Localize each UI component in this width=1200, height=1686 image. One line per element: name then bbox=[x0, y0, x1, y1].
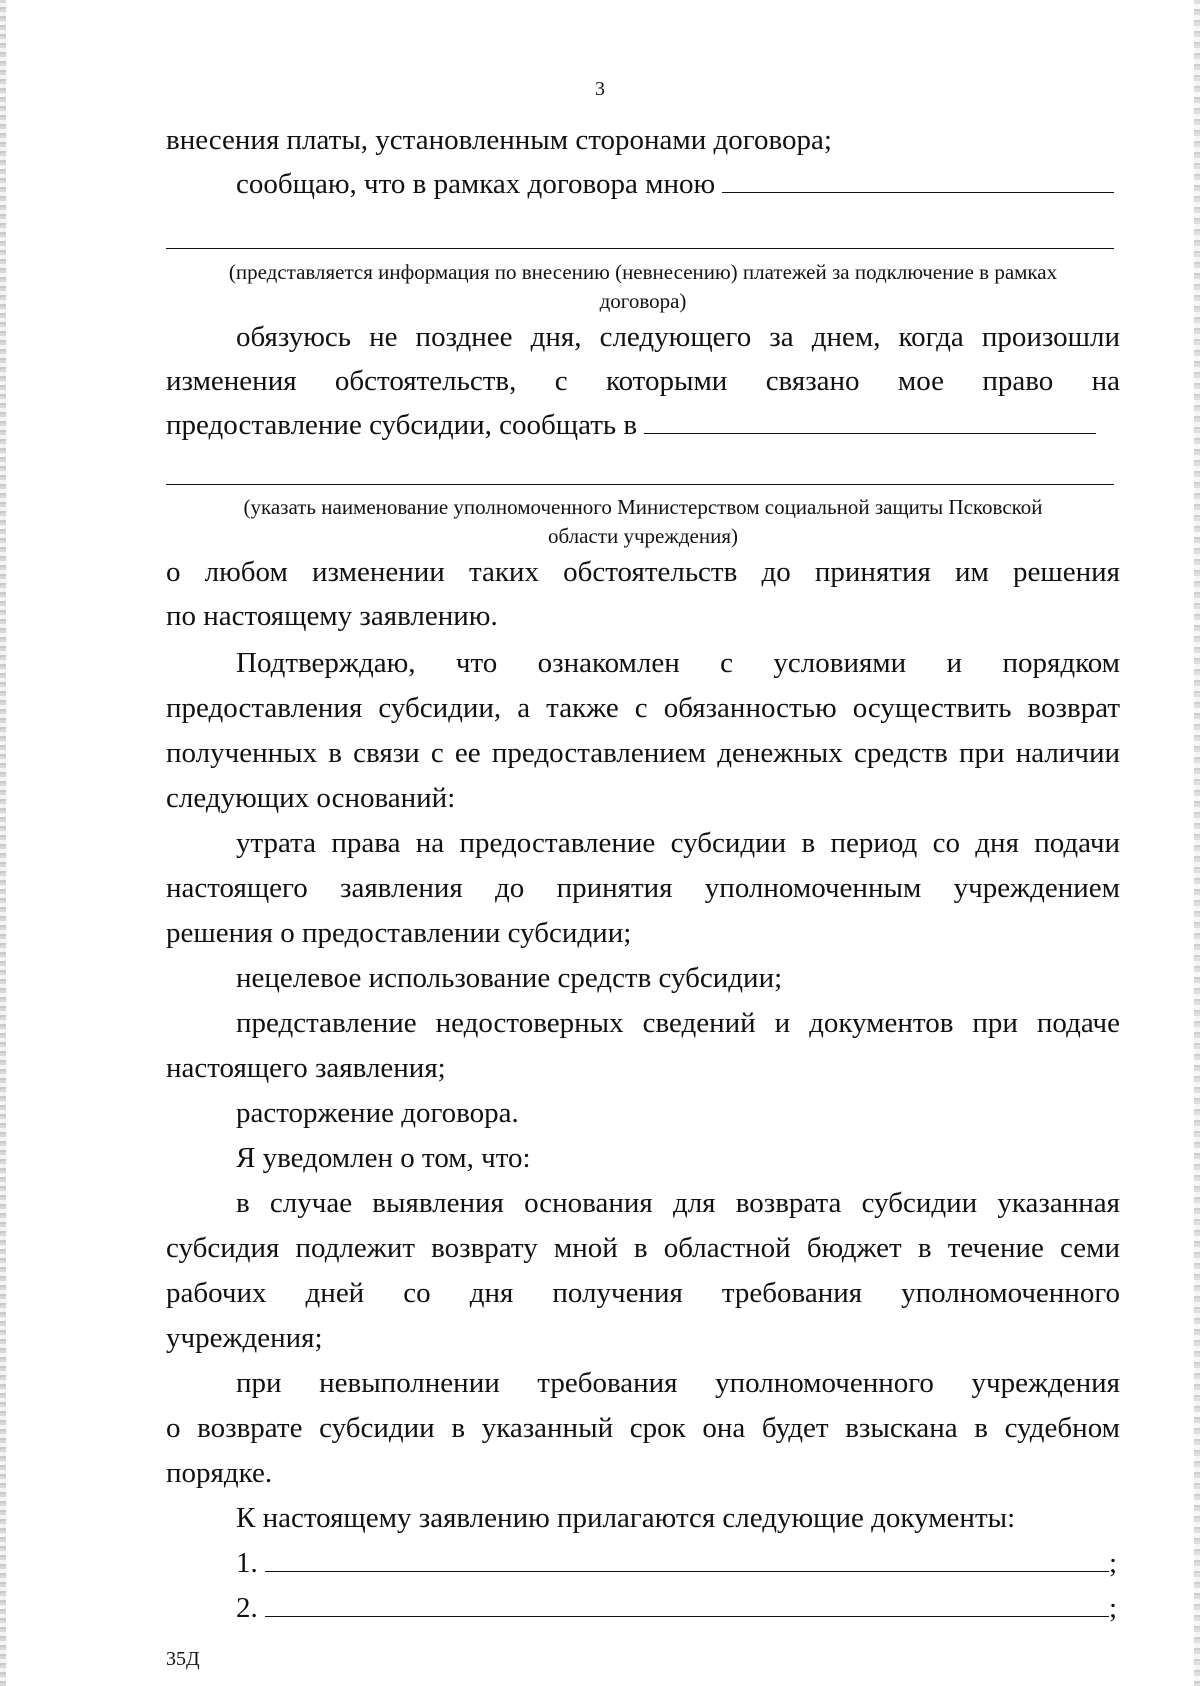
caption-institution-line-1: (указать наименование уполномоченного Министерством социальной защиты Псковской bbox=[243, 495, 1043, 519]
fill-in-line-institution[interactable] bbox=[166, 484, 1114, 485]
paragraph-termination: расторжение договора. bbox=[236, 1097, 519, 1129]
attachment-item-1-number: 1. bbox=[236, 1547, 258, 1579]
attachment-item-2-end: ; bbox=[1109, 1592, 1118, 1624]
paragraph-court-line-1: при невыполнении требования уполномоченного учреждения bbox=[236, 1367, 1120, 1399]
paragraph-false-info-line-1: представление недостоверных сведений и документов при подаче bbox=[236, 1007, 1120, 1039]
paragraph-refund-line-1: в случае выявления основания для возврата субсидии указанная bbox=[236, 1187, 1120, 1219]
page-number: 3 bbox=[595, 78, 605, 100]
fill-in-line-payments[interactable] bbox=[166, 248, 1114, 249]
paragraph-notified: Я уведомлен о том, что: bbox=[236, 1142, 531, 1174]
paragraph-court-line-3: порядке. bbox=[166, 1457, 273, 1489]
paragraph-court-line-2: о возврате субсидии в указанный срок она будет взыскана в судебном bbox=[166, 1412, 1120, 1444]
paragraph-obligation-line-1: обязуюсь не позднее дня, следующего за днем, когда произошли bbox=[236, 321, 1120, 353]
attachment-item-1-end: ; bbox=[1109, 1547, 1118, 1579]
caption-payments bbox=[166, 258, 1120, 316]
attachment-item-2 bbox=[236, 1586, 1120, 1630]
text-line-1: внесения платы, установленным сторонами договора; bbox=[166, 124, 832, 156]
paragraph-confirm-line-3: полученных в связи с ее предоставлением денежных средств при наличии bbox=[166, 737, 1120, 769]
footer-code: 35Д bbox=[166, 1648, 200, 1670]
paragraph-obligation-line-3-label: предоставление субсидии, сообщать в bbox=[166, 409, 638, 441]
paragraph-refund-line-3: рабочих дней со дня получения требования уполномоченного bbox=[166, 1277, 1120, 1309]
paragraph-false-info-line-2: настоящего заявления; bbox=[166, 1052, 446, 1084]
caption-institution bbox=[166, 493, 1120, 551]
paragraph-obligation-line-3 bbox=[166, 403, 1120, 447]
attachment-item-2-number: 2. bbox=[236, 1592, 258, 1624]
scan-edge-right bbox=[1194, 0, 1200, 1686]
attachment-item-2-blank[interactable] bbox=[265, 1588, 1109, 1617]
text-line-2-label: сообщаю, что в рамках договора мною bbox=[236, 168, 716, 200]
paragraph-loss-line-2: настоящего заявления до принятия уполномоченным учреждением bbox=[166, 872, 1120, 904]
paragraph-confirm-line-2: предоставления субсидии, а также с обязанностью осуществить возврат bbox=[166, 692, 1120, 724]
fill-in-blank-payments[interactable] bbox=[722, 164, 1114, 193]
fill-in-blank-institution[interactable] bbox=[644, 405, 1096, 434]
paragraph-misuse: нецелевое использование средств субсидии; bbox=[236, 962, 783, 994]
paragraph-refund-line-2: субсидия подлежит возврату мной в областной бюджет в течение семи bbox=[166, 1232, 1120, 1264]
paragraph-obligation-line-2: изменения обстоятельств, с которыми связано мое право на bbox=[166, 365, 1120, 397]
paragraph-confirm-line-1: Подтверждаю, что ознакомлен с условиями и порядком bbox=[236, 647, 1120, 679]
paragraph-attachments: К настоящему заявлению прилагаются следующие документы: bbox=[236, 1502, 1016, 1534]
scan-edge-left bbox=[0, 0, 6, 1686]
caption-payments-line-1: (представляется информация по внесению (невнесению) платежей за подключение в рамках bbox=[228, 260, 1058, 284]
paragraph-changes-line-1: о любом изменении таких обстоятельств до принятия им решения bbox=[166, 556, 1120, 588]
paragraph-loss-line-1: утрата права на предоставление субсидии в период со дня подачи bbox=[236, 827, 1120, 859]
paragraph-refund-line-4: учреждения; bbox=[166, 1322, 323, 1354]
paragraph-confirm-line-4: следующих оснований: bbox=[166, 782, 456, 814]
caption-payments-line-2: договора) bbox=[599, 289, 687, 313]
caption-institution-line-2: области учреждения) bbox=[548, 524, 738, 548]
paragraph-changes-line-2: по настоящему заявлению. bbox=[166, 600, 498, 632]
attachment-item-1-blank[interactable] bbox=[265, 1543, 1109, 1572]
paragraph-loss-line-3: решения о предоставлении субсидии; bbox=[166, 917, 632, 949]
attachment-item-1 bbox=[236, 1541, 1120, 1585]
text-line-2 bbox=[236, 162, 1120, 206]
